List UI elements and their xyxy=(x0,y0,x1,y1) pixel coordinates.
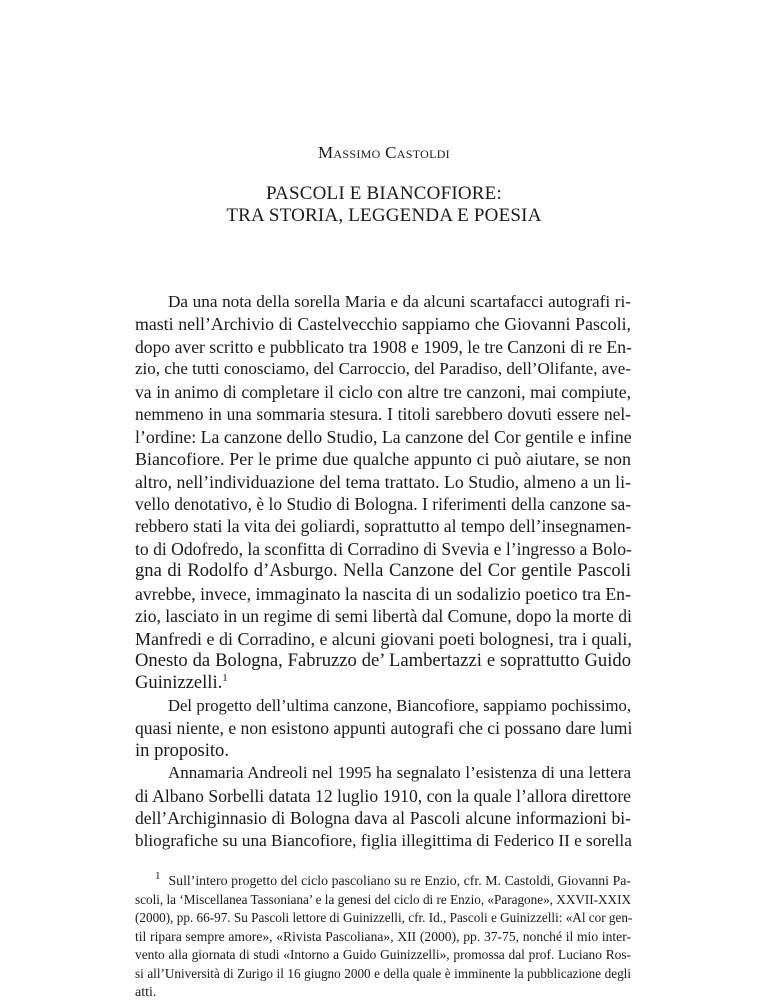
body-line: zio, che tutti conosciamo, del Carroccio, del Paradiso, dell’Olifante, ave- xyxy=(135,359,631,379)
title-line-1: PASCOLI E BIANCOFIORE: xyxy=(266,183,502,204)
footnote-line: til ripara sempre amore», «Rivista Pascoliana», XII (2000), pp. 37-75, nonché il mio inter- xyxy=(135,928,631,944)
body-line-last xyxy=(135,672,631,694)
body-line: va in animo di completare il ciclo con altre tre canzoni, mai compiute, xyxy=(135,381,631,402)
body-line: to di Odofredo, la sconfitta di Corradino di Svevia e l’ingresso a Bolo- xyxy=(135,538,632,559)
footnote-line: (2000), pp. 66-97. Su Pascoli lettore di Guinizzelli, cfr. Id., Pascoli e Guinizzelli: «Al cor gen- xyxy=(135,910,633,926)
footnote-line: si all’Università di Zurigo il 16 giugno 2000 e della quale è imminente la pubblicazione degli xyxy=(135,965,631,981)
footnote-reference[interactable]: 1 xyxy=(222,672,228,685)
body-line: Onesto da Bologna, Fabruzzo de’ Lambertazzi e soprattutto Guido xyxy=(135,650,631,671)
body-line: dopo aver scritto e pubblicato tra 1908 e 1909, le tre Canzoni di re En- xyxy=(135,336,632,357)
article-title xyxy=(0,183,768,227)
body-line: gna di Rodolfo d’Asburgo. Nella Canzone del Cor gentile Pascoli xyxy=(135,560,631,582)
body-line: bliografiche su una Biancofiore, figlia illegittima di Federico II e sorella xyxy=(135,830,632,850)
body-line: altro, nell’individuazione del tema trattato. Lo Studio, almeno a un li- xyxy=(135,471,631,492)
body-line: avrebbe, invece, immaginato la nascita di un sodalizio poetico tra En- xyxy=(135,583,631,604)
body-line-last: in proposito. xyxy=(135,739,230,761)
body-line: Annamaria Andreoli nel 1995 ha segnalato l’esistenza di una lettera xyxy=(168,763,631,783)
footnote-number: 1 xyxy=(155,870,161,883)
title-line-2: TRA STORIA, LEGGENDA E POESIA xyxy=(226,205,542,226)
body-text xyxy=(135,291,631,852)
body-line: Da una nota della sorella Maria e da alcuni scartafacci autografi ri- xyxy=(168,292,631,311)
footnote-line xyxy=(135,872,631,891)
body-line: di Albano Sorbelli datata 12 luglio 1910, con la quale l’allora direttore xyxy=(135,785,631,806)
footnote-text: Sull’intero progetto del ciclo pascoliano su re Enzio, cfr. M. Castoldi, Giovanni Pa- xyxy=(168,873,631,888)
body-line: vello denotativo, è lo Studio di Bologna. I riferimenti della canzone sa- xyxy=(135,493,631,514)
body-line: Del progetto dell’ultima canzone, Biancofiore, sappiamo pochissimo, xyxy=(168,695,631,715)
body-line: masti nell’Archivio di Castelvecchio sappiamo che Giovanni Pascoli, xyxy=(135,314,631,335)
author-name: Massimo Castoldi xyxy=(318,143,450,162)
body-line: l’ordine: La canzone dello Studio, La canzone del Cor gentile e infine xyxy=(135,426,632,447)
footnotes xyxy=(135,872,631,1002)
footnote-line: scoli, la ‘Miscellanea Tassoniana’ e la genesi del ciclo di re Enzio, «Paragone», XXVII-XXIX xyxy=(135,891,631,907)
body-line: nemmeno in una sommaria stesura. I titoli sarebbero dovuti essere nel- xyxy=(135,404,631,425)
footnote-line: atti. xyxy=(135,984,157,1000)
body-line: Manfredi e di Corradino, e alcuni giovani poeti bolognesi, tra i quali, xyxy=(135,628,632,649)
body-line: dell’Archiginnasio di Bologna dava al Pascoli alcune informazioni bi- xyxy=(135,808,631,829)
body-line: quasi niente, e non esistono appunti autografi che ci possano dare lumi xyxy=(135,718,633,739)
body-line: zio, lasciato in un regime di semi libertà dal Comune, dopo la morte di xyxy=(135,606,632,627)
footnote-line: vento alla giornata di studi «Intorno a Guido Guinizzelli», promossa dal prof. Luciano Ros- xyxy=(135,947,631,963)
body-line-text: Guinizzelli. xyxy=(135,672,223,694)
body-line: rebbero stati la vita dei goliardi, soprattutto al tempo dell’insegnamen- xyxy=(135,516,632,537)
body-line: Biancofiore. Per le prime due qualche appunto ci può aiutare, se non xyxy=(135,449,631,470)
